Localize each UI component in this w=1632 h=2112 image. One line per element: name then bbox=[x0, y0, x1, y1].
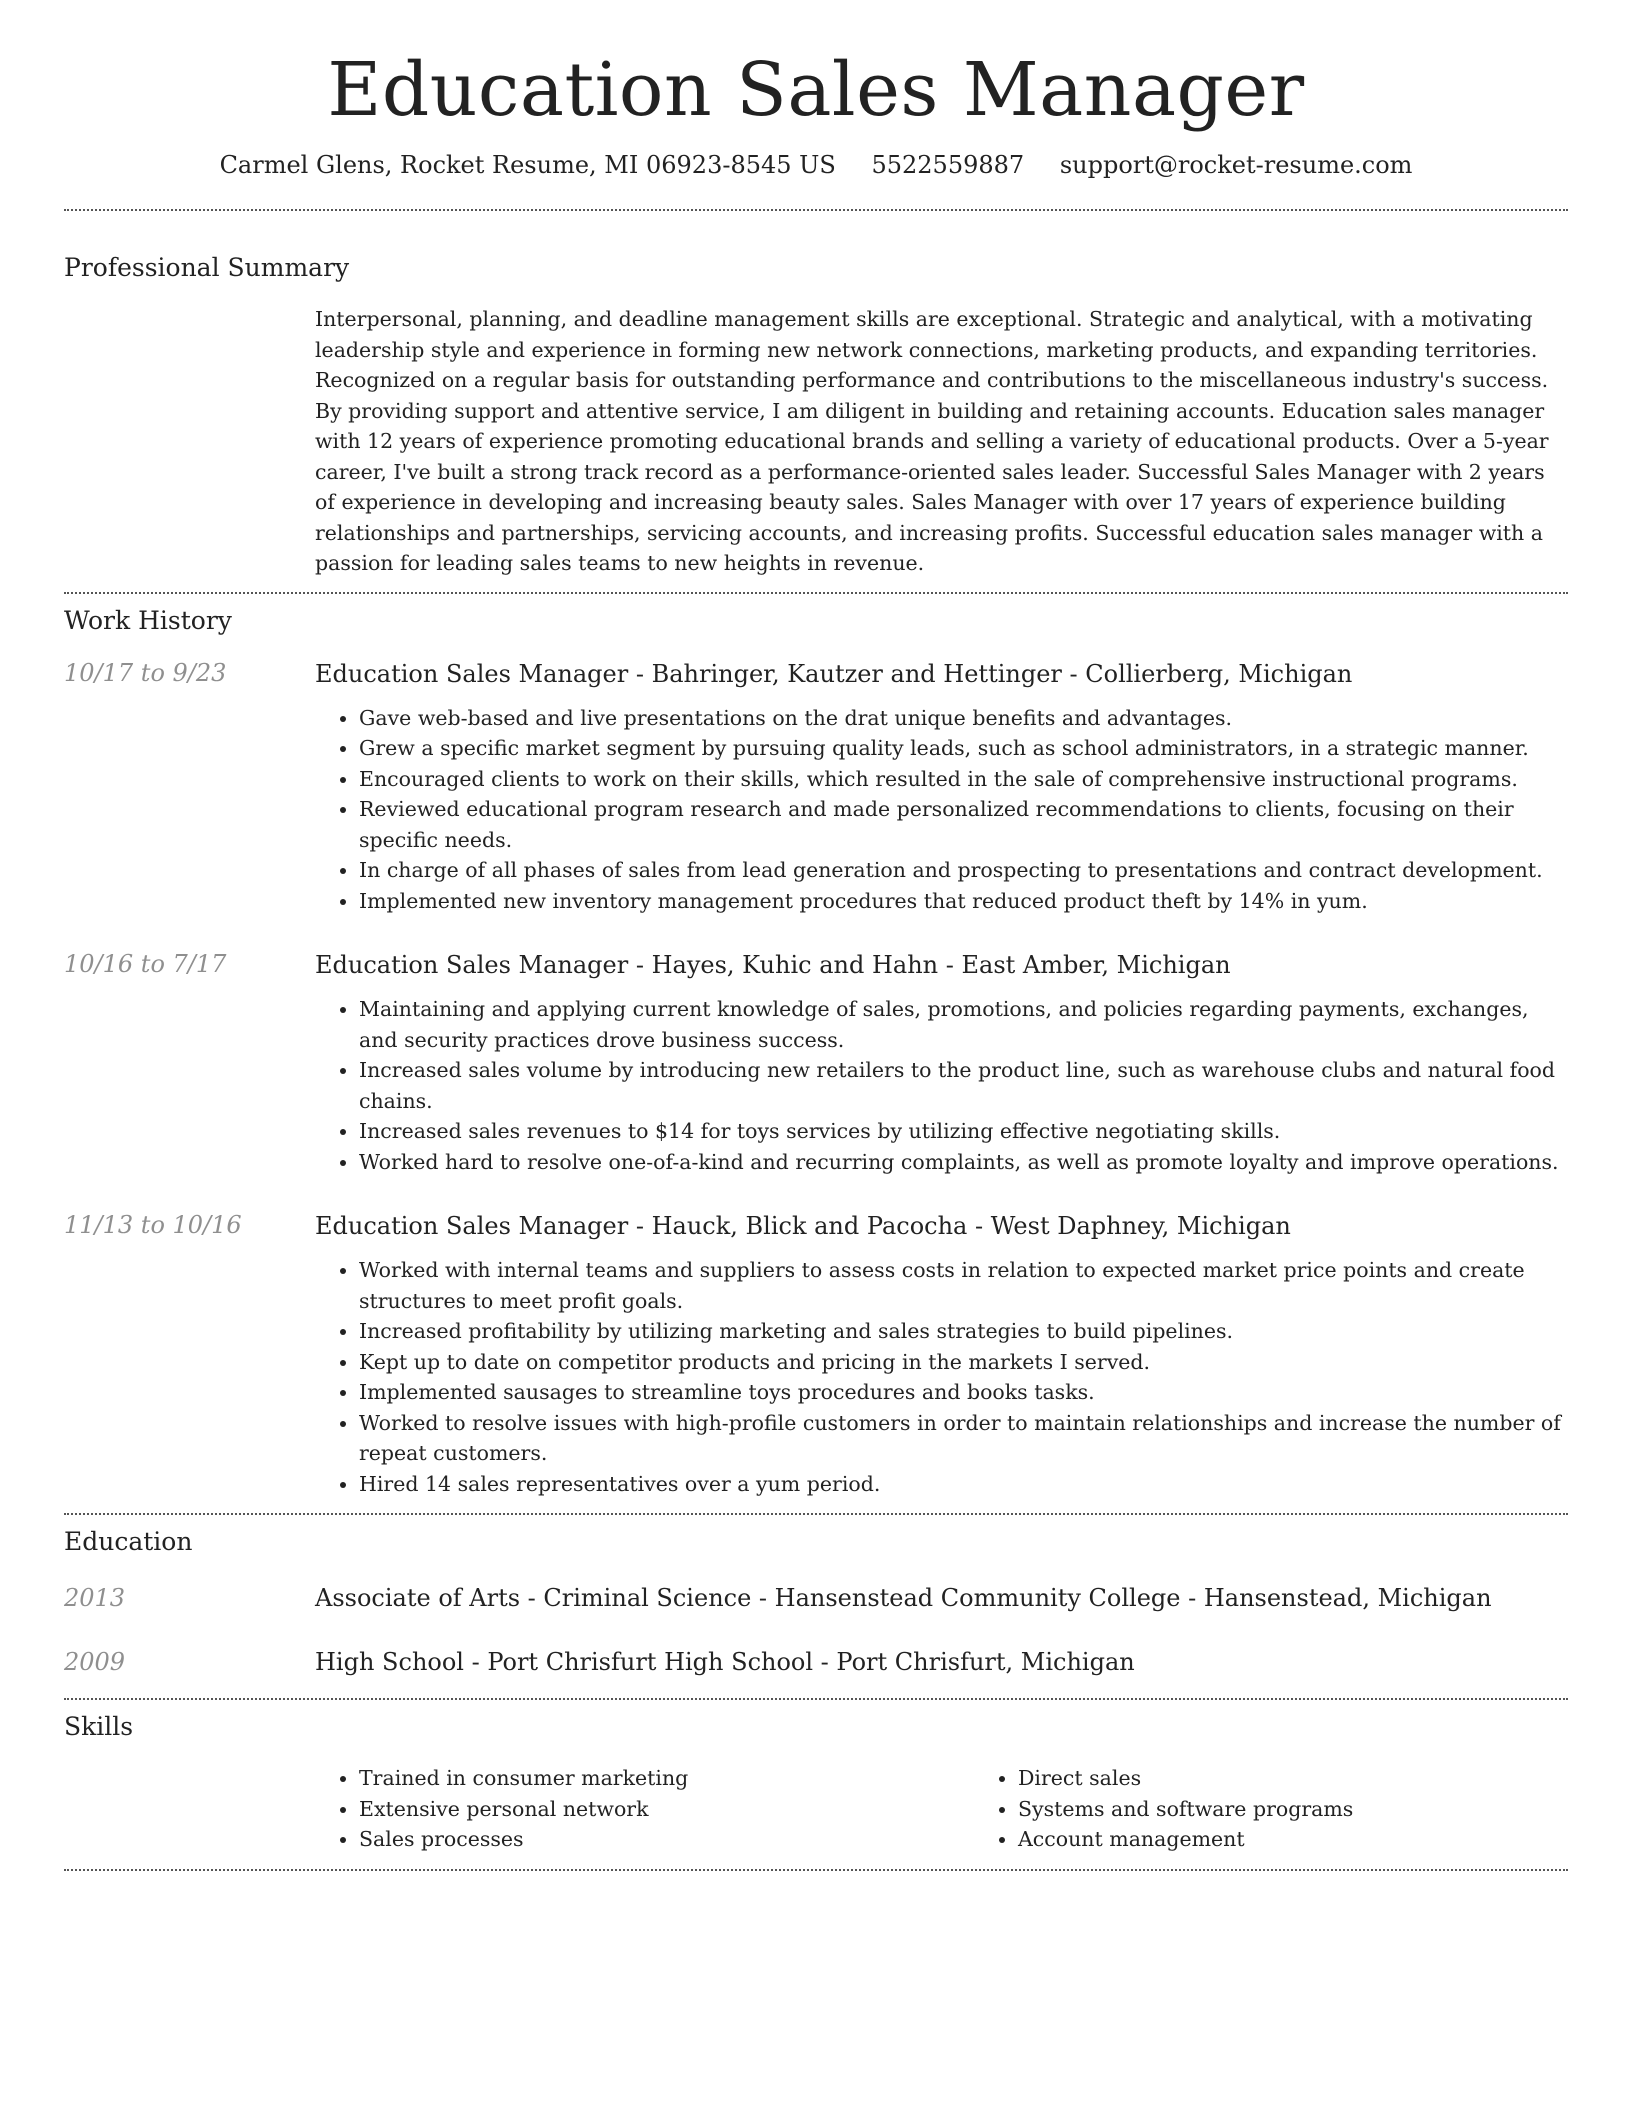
skill-item: • Account management bbox=[1018, 1824, 1632, 1855]
list-item: • Implemented new inventory management procedures that reduced product theft by 14% in yum. bbox=[359, 886, 1568, 917]
list-item: • Grew a specific market segment by pursuing quality leads, such as school administrators, in a strategic manner. bbox=[359, 733, 1568, 764]
job-heading: Education Sales Manager - Hauck, Blick and Pacocha - West Daphney, Michigan bbox=[315, 1212, 1291, 1241]
contact-email: support@rocket-resume.com bbox=[1059, 151, 1413, 180]
list-item: • Encouraged clients to work on their skills, which resulted in the sale of comprehensive instructional programs. bbox=[359, 764, 1568, 795]
list-item: • Implemented sausages to streamline toys procedures and books tasks. bbox=[359, 1377, 1568, 1408]
job-heading: Education Sales Manager - Hayes, Kuhic and Hahn - East Amber, Michigan bbox=[315, 951, 1231, 980]
job-entry bbox=[64, 950, 1568, 1177]
skill-item: • Direct sales bbox=[1018, 1763, 1632, 1794]
list-item: • Increased sales revenues to $14 for toys services by utilizing effective negotiating skills. bbox=[359, 1116, 1568, 1147]
skills-section bbox=[64, 1712, 1568, 1855]
skills-list bbox=[315, 1763, 1632, 1855]
list-item: • Worked hard to resolve one-of-a-kind and recurring complaints, as well as promote loyalty and improve operations. bbox=[359, 1147, 1568, 1178]
contact-address: Carmel Glens, Rocket Resume, MI 06923-8545 US bbox=[219, 151, 836, 180]
section-divider bbox=[64, 592, 1568, 594]
job-entry bbox=[64, 659, 1568, 917]
job-dates: 10/16 to 7/17 bbox=[64, 950, 227, 979]
job-entry bbox=[64, 1211, 1568, 1499]
education-section-title: Education bbox=[64, 1527, 193, 1557]
candidate-name: Education Sales Manager bbox=[327, 47, 1305, 133]
summary-section-title: Professional Summary bbox=[64, 253, 350, 283]
skills-section-title: Skills bbox=[64, 1712, 134, 1742]
list-item: • Increased profitability by utilizing marketing and sales strategies to build pipelines. bbox=[359, 1316, 1568, 1347]
job-bullets bbox=[315, 703, 1568, 917]
list-item: • Hired 14 sales representatives over a yum period. bbox=[359, 1469, 1568, 1500]
section-divider bbox=[64, 209, 1568, 211]
education-entry bbox=[64, 1584, 1568, 1612]
job-dates: 11/13 to 10/16 bbox=[64, 1211, 242, 1240]
job-bullets bbox=[315, 1255, 1568, 1499]
skill-item: • Systems and software programs bbox=[1018, 1794, 1632, 1825]
job-heading: Education Sales Manager - Bahringer, Kautzer and Hettinger - Collierberg, Michigan bbox=[315, 659, 1353, 688]
list-item: • Increased sales volume by introducing new retailers to the product line, such as warehouse clubs and natural food chains. bbox=[359, 1055, 1568, 1116]
education-degree: High School - Port Chrisfurt High School - Port Chrisfurt, Michigan bbox=[315, 1648, 1135, 1677]
work-history-section-title: Work History bbox=[64, 605, 232, 635]
education-degree: Associate of Arts - Criminal Science - Hansenstead Community College - Hansenstead, Michigan bbox=[315, 1584, 1492, 1613]
section-divider bbox=[64, 1698, 1568, 1700]
job-dates: 10/17 to 9/23 bbox=[64, 658, 227, 687]
list-item: • Worked to resolve issues with high-profile customers in order to maintain relationships and increase the number of repeat customers. bbox=[359, 1408, 1568, 1469]
skills-column bbox=[315, 1763, 974, 1855]
skill-item: • Sales processes bbox=[359, 1824, 974, 1855]
list-item: • In charge of all phases of sales from lead generation and prospecting to presentations and contract development. bbox=[359, 855, 1568, 886]
education-year: 2009 bbox=[64, 1648, 126, 1677]
list-item: • Kept up to date on competitor products and pricing in the markets I served. bbox=[359, 1347, 1568, 1378]
summary-text: Interpersonal, planning, and deadline management skills are exceptional. Strategic and analytical, with a motivating leadership style and experience in forming new network connections, marketing products, and expanding territories. Recognized on a regular basis for outstanding performance and contributions to the miscellaneous industry's success. By providing support and attentive service, I am diligent in building and retaining accounts. Education sales manager with 12 years of experience promoting educational brands and selling a variety of educational products. Over a 5-year career, I've built a strong track record as a performance-oriented sales leader. Successful Sales Manager with 2 years of experience in developing and increasing beauty sales. Sales Manager with over 17 years of experience building relationships and partnerships, servicing accounts, and increasing profits. Successful education sales manager with a passion for leading sales teams to new heights in revenue. bbox=[315, 307, 1549, 576]
contact-line bbox=[64, 151, 1568, 179]
education-entry bbox=[64, 1648, 1568, 1676]
section-divider bbox=[64, 1869, 1568, 1871]
list-item: • Worked with internal teams and suppliers to assess costs in relation to expected market price points and create structures to meet profit goals. bbox=[359, 1255, 1568, 1316]
list-item: • Gave web-based and live presentations on the drat unique benefits and advantages. bbox=[359, 703, 1568, 734]
skills-column bbox=[974, 1763, 1632, 1855]
job-bullets bbox=[315, 994, 1568, 1177]
education-section bbox=[64, 1527, 1568, 1676]
contact-phone: 5522559887 bbox=[871, 151, 1025, 180]
summary-section bbox=[64, 253, 1568, 579]
work-history-section bbox=[64, 606, 1568, 1500]
skill-item: • Extensive personal network bbox=[359, 1794, 974, 1825]
list-item: • Maintaining and applying current knowledge of sales, promotions, and policies regarding payments, exchanges, and security practices drove business success. bbox=[359, 994, 1568, 1055]
education-year: 2013 bbox=[64, 1584, 126, 1613]
list-item: • Reviewed educational program research and made personalized recommendations to clients, focusing on their specific needs. bbox=[359, 794, 1568, 855]
section-divider bbox=[64, 1513, 1568, 1515]
skill-item: • Trained in consumer marketing bbox=[359, 1763, 974, 1794]
